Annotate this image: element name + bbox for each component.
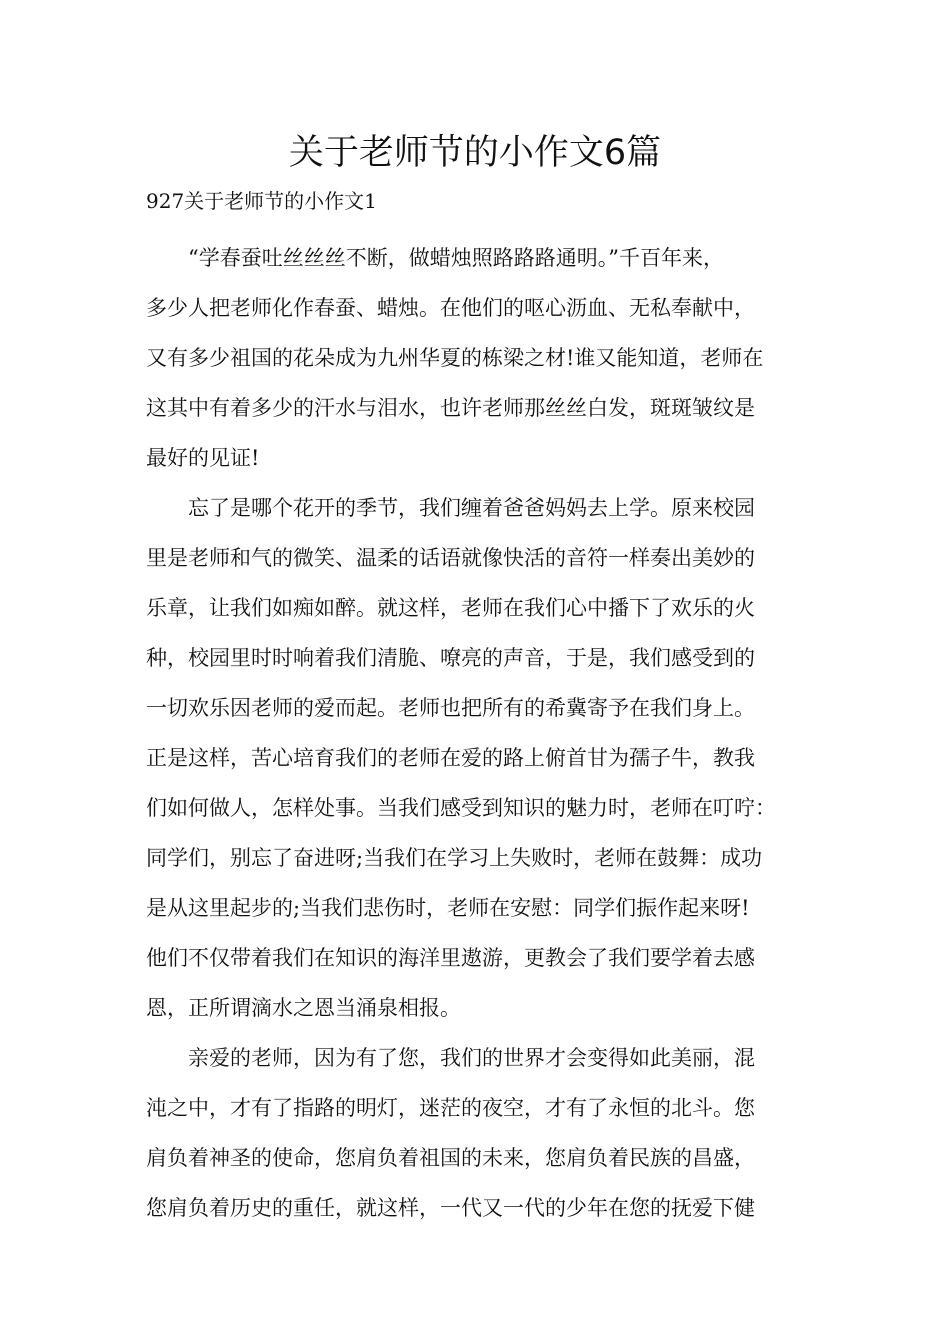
paragraph-line: 恩，正所谓滴水之恩当涌泉相报。 bbox=[146, 996, 461, 1020]
paragraph-line: 里是老师和气的微笑、温柔的话语就像快活的音符一样奏出美妙的 bbox=[146, 546, 755, 570]
paragraph-3 bbox=[146, 1033, 826, 1233]
paragraph-line: 他们不仅带着我们在知识的海洋里遨游，更教会了我们要学着去感 bbox=[146, 946, 755, 970]
document-title: 关于老师节的小作文6篇 bbox=[288, 133, 662, 173]
document-body bbox=[146, 233, 826, 1233]
paragraph-line: 是从这里起步的;当我们悲伤时，老师在安慰：同学们振作起来呀! bbox=[146, 896, 750, 920]
paragraph-line: 又有多少祖国的花朵成为九州华夏的栋梁之材!谁又能知道，老师在 bbox=[146, 346, 764, 370]
paragraph-line: “学春蚕吐丝丝丝不断，做蜡烛照路路路通明。”千百年来， bbox=[188, 246, 724, 270]
paragraph-line: 肩负着神圣的使命，您肩负着祖国的未来，您肩负着民族的昌盛， bbox=[146, 1146, 755, 1170]
paragraph-line: 忘了是哪个花开的季节，我们缠着爸爸妈妈去上学。原来校园 bbox=[188, 496, 755, 520]
paragraph-2 bbox=[146, 483, 826, 1033]
paragraph-line: 种，校园里时时响着我们清脆、嘹亮的声音，于是，我们感受到的 bbox=[146, 646, 755, 670]
paragraph-line: 沌之中，才有了指路的明灯，迷茫的夜空，才有了永恒的北斗。您 bbox=[146, 1096, 755, 1120]
paragraph-line: 们如何做人，怎样处事。当我们感受到知识的魅力时，老师在叮咛： bbox=[146, 796, 776, 820]
paragraph-line: 最好的见证! bbox=[146, 446, 260, 470]
paragraph-line: 乐章，让我们如痴如醉。就这样，老师在我们心中播下了欢乐的火 bbox=[146, 596, 755, 620]
paragraph-1 bbox=[146, 233, 826, 483]
paragraph-line: 正是这样，苦心培育我们的老师在爱的路上俯首甘为孺子牛，教我 bbox=[146, 746, 755, 770]
paragraph-line: 多少人把老师化作春蚕、蜡烛。在他们的呕心沥血、无私奉献中， bbox=[146, 296, 755, 320]
paragraph-line: 这其中有着多少的汗水与泪水，也许老师那丝丝白发，斑斑皱纹是 bbox=[146, 396, 755, 420]
paragraph-line: 一切欢乐因老师的爱而起。老师也把所有的希冀寄予在我们身上。 bbox=[146, 696, 755, 720]
paragraph-line: 同学们，别忘了奋进呀;当我们在学习上失败时，老师在鼓舞：成功 bbox=[146, 846, 763, 870]
document-subtitle: 927关于老师节的小作文1 bbox=[146, 189, 377, 213]
paragraph-line: 您肩负着历史的重任，就这样，一代又一代的少年在您的抚爱下健 bbox=[146, 1196, 755, 1220]
paragraph-line: 亲爱的老师，因为有了您，我们的世界才会变得如此美丽，混 bbox=[188, 1046, 755, 1070]
